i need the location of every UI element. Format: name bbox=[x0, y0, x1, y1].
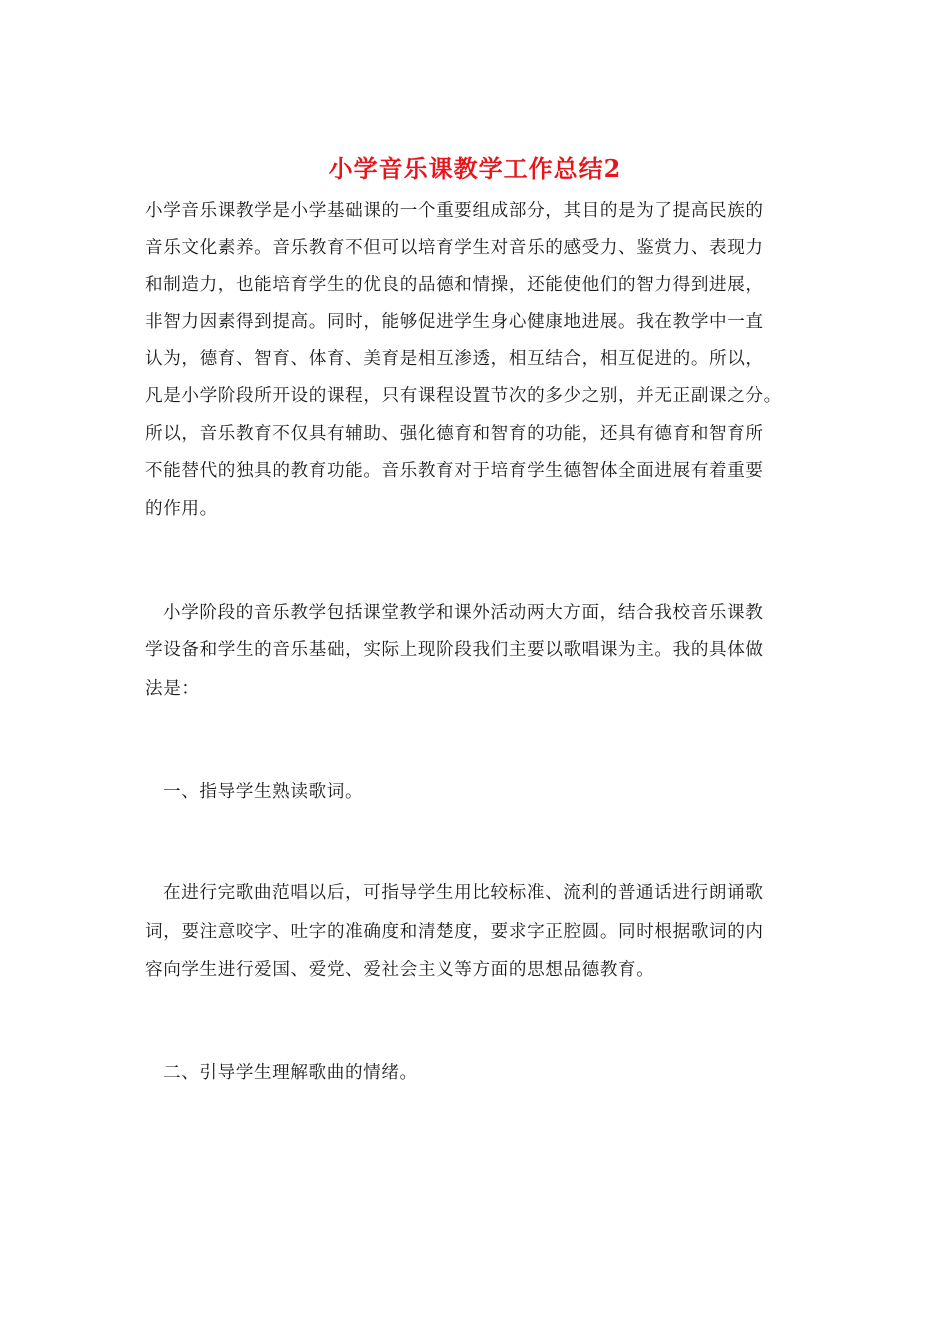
paragraph-3-line-2: 词，要注意咬字、吐字的准确度和清楚度，要求字正腔圆。同时根据歌词的内 bbox=[145, 922, 764, 942]
paragraph-1-line-8: 不能替代的独具的教育功能。音乐教育对于培育学生德智体全面进展有着重要 bbox=[145, 461, 764, 481]
paragraph-1-line-2: 音乐文化素养。音乐教育不但可以培育学生对音乐的感受力、鉴赏力、表现力 bbox=[145, 238, 764, 258]
paragraph-1-line-9: 的作用。 bbox=[145, 499, 218, 519]
section-heading-2: 二、引导学生理解歌曲的情绪。 bbox=[163, 1063, 418, 1083]
document-title: 小学音乐课教学工作总结2 bbox=[328, 154, 622, 183]
paragraph-1-line-7: 所以，音乐教育不仅具有辅助、强化德育和智育的功能，还具有德育和智育所 bbox=[145, 424, 764, 444]
paragraph-1-line-6: 凡是小学阶段所开设的课程，只有课程设置节次的多少之别，并无正副课之分。 bbox=[145, 386, 782, 406]
paragraph-3-line-3: 容向学生进行爱国、爱党、爱社会主义等方面的思想品德教育。 bbox=[145, 960, 655, 980]
paragraph-2-line-3: 法是： bbox=[145, 679, 200, 699]
paragraph-1-line-5: 认为，德育、智育、体育、美育是相互渗透，相互结合，相互促进的。所以， bbox=[145, 349, 764, 369]
paragraph-1-line-4: 非智力因素得到提高。同时，能够促进学生身心健康地进展。我在教学中一直 bbox=[145, 312, 764, 332]
paragraph-1-line-3: 和制造力，也能培育学生的优良的品德和情操，还能使他们的智力得到进展， bbox=[145, 275, 764, 295]
section-heading-1: 一、指导学生熟读歌词。 bbox=[163, 782, 364, 802]
paragraph-3-line-1: 在进行完歌曲范唱以后，可指导学生用比较标准、流利的普通话进行朗诵歌 bbox=[163, 883, 764, 903]
paragraph-1-line-1: 小学音乐课教学是小学基础课的一个重要组成部分，其目的是为了提高民族的 bbox=[145, 201, 764, 221]
paragraph-2-line-2: 学设备和学生的音乐基础，实际上现阶段我们主要以歌唱课为主。我的具体做 bbox=[145, 640, 764, 660]
paragraph-2-line-1: 小学阶段的音乐教学包括课堂教学和课外活动两大方面，结合我校音乐课教 bbox=[163, 603, 764, 623]
